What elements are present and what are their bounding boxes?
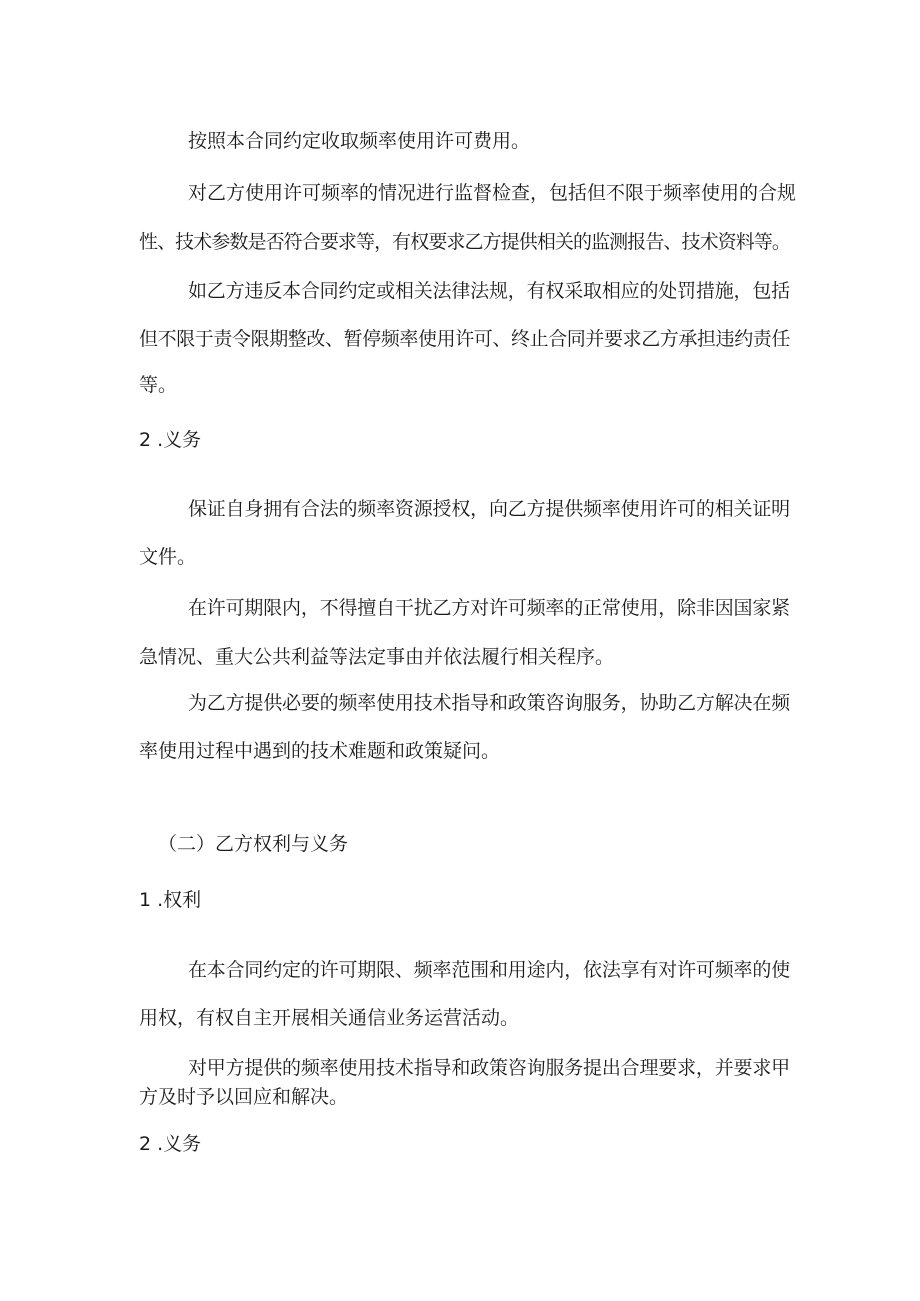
paragraph-penalty-line3: 等。 (139, 374, 178, 396)
paragraph-authorization-line1: 保证自身拥有合法的频率资源授权，向乙方提供频率使用许可的相关证明 (188, 498, 790, 520)
paragraph-supervision-line1: 对乙方使用许可频率的情况进行监督检查，包括但不限于频率使用的合规 (188, 182, 797, 204)
section-title-party-b: （二）乙方权利与义务 (158, 833, 349, 855)
heading-party-b-duties: 2 .义务 (139, 1133, 202, 1155)
paragraph-penalty-line1: 如乙方违反本合同约定或相关法律法规，有权采取相应的处罚措施，包括 (188, 280, 790, 302)
paragraph-guidance-line2: 率使用过程中遇到的技术难题和政策疑问。 (139, 740, 501, 762)
paragraph-usage-right-line1: 在本合同约定的许可期限、频率范围和用途内，依法享有对许可频率的使 (188, 959, 790, 981)
paragraph-guidance-line1: 为乙方提供必要的频率使用技术指导和政策咨询服务，协助乙方解决在频 (188, 692, 790, 714)
paragraph-usage-right-line2: 用权，有权自主开展相关通信业务运营活动。 (139, 1007, 520, 1029)
heading-party-a-duties: 2 .义务 (139, 429, 202, 451)
heading-party-b-rights: 1 .权利 (139, 889, 202, 911)
paragraph-fee-collection: 按照本合同约定收取频率使用许可费用。 (188, 130, 531, 152)
paragraph-request-service-line2: 方及时予以回应和解决。 (139, 1086, 349, 1108)
paragraph-no-interference-line2: 急情况、重大公共利益等法定事由并依法履行相关程序。 (139, 646, 615, 668)
paragraph-authorization-line2: 文件。 (139, 546, 197, 568)
paragraph-penalty-line2: 但不限于责令限期整改、暂停频率使用许可、终止合同并要求乙方承担违约责任 (139, 328, 790, 350)
paragraph-request-service-line1: 对甲方提供的频率使用技术指导和政策咨询服务提出合理要求，并要求甲 (188, 1057, 790, 1079)
paragraph-supervision-line2: 性、技术参数是否符合要求等，有权要求乙方提供相关的监测报告、技术资料等。 (139, 231, 790, 253)
paragraph-no-interference-line1: 在许可期限内，不得擅自干扰乙方对许可频率的正常使用，除非因国家紧 (188, 597, 790, 619)
